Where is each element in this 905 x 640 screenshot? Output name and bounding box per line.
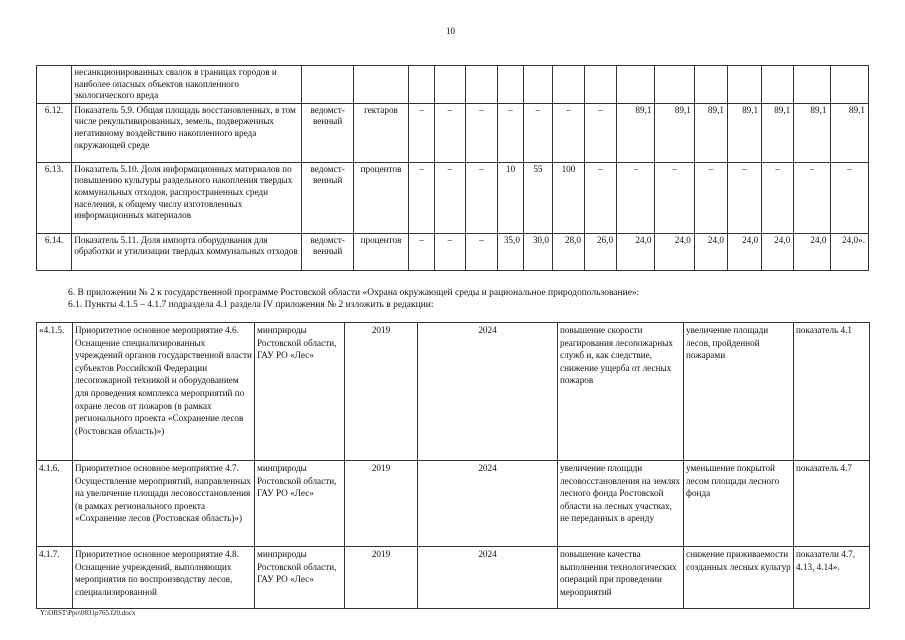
table-row-continued-text: несанкционированных свалок в границах городов и наиболее опасных объектов накопленного экологического вреда <box>72 66 302 104</box>
indicators-table <box>36 65 869 271</box>
paragraph-appendix: 6. В приложении № 2 к государственной программе Ростовской области «Охрана окружающей среды и рациональное природопользование»: <box>68 288 640 298</box>
page-number: 10 <box>446 26 455 36</box>
measures-table <box>36 322 870 609</box>
footer-file-path: Y:\ORST\Ppo\0831p765.f20.docx <box>40 609 136 617</box>
table-row: 6.13. Показатель 5.10. Доля информационных материалов по повышению культуры раздельного накопления твердых коммунальных отходов, распространенных среди населения, к общему числу изготовленных информационных материалов ведомст-венный процентов – – – 10 55 100 – – – – – – – – <box>37 162 869 233</box>
table-row: 6.14. Показатель 5.11. Доля импорта оборудования для обработки и утилизации твердых коммунальных отходов ведомст-венный процентов – – – 35,0 30,0 28,0 26,0 24,0 24,0 24,0 24,0 24,0 24,0 24,0». <box>37 233 869 270</box>
table-row: 4.1.7. Приоритетное основное мероприятие 4.8. Оснащение учреждений, выполняющих мероприятия по воспроизводству лесов, специализированной минприроды Ростовской области, ГАУ РО «Лес» 2019 2024 повышение качества выполнения технологических операций при проведении мероприятий снижение приживаемости созданных лесных культур показатели 4.7, 4.13, 4.14». <box>37 547 870 609</box>
paragraph-points: 6.1. Пункты 4.1.5 – 4.1.7 подраздела 4.1 раздела IV приложения № 2 изложить в редакции: <box>68 300 434 310</box>
table-row: 4.1.6. Приоритетное основное мероприятие 4.7. Осуществление мероприятий, направленных на увеличение площади лесовосстановления (в рамках регионального проекта «Сохранение лесов (Ростовская область)») минприроды Ростовской области, ГАУ РО «Лес» 2019 2024 увеличение площади лесовосстановления на землях лесного фонда Ростовской области на лесных участках, не переданных в аренду уменьшение покрытой лесом площади лесного фонда показатель 4.7 <box>37 461 870 547</box>
table-row: 6.12. Показатель 5.9. Общая площадь восстановленных, в том числе рекультивированных, земель, подверженных негативному воздействию накопленного вреда окружающей среде ведомст-венный гектаров – – – – – – – 89,1 89,1 89,1 89,1 89,1 89,1 89,1 <box>37 103 869 162</box>
table-row: «4.1.5. Приоритетное основное мероприятие 4.6. Оснащение специализированных учреждений органов государственной власти субъектов Российской Федерации лесопожарной техникой и оборудованием для проведения комплекса мероприятий по охране лесов от пожаров (в рамках регионального проекта «Сохранение лесов (Ростовская область)») минприроды Ростовской области, ГАУ РО «Лес» 2019 2024 повышение скорости реагирования лесопожарных служб и, как следствие, снижение ущерба от лесных пожаров увеличение площади лесов, пройденной пожарами показатель 4.1 <box>37 323 870 461</box>
